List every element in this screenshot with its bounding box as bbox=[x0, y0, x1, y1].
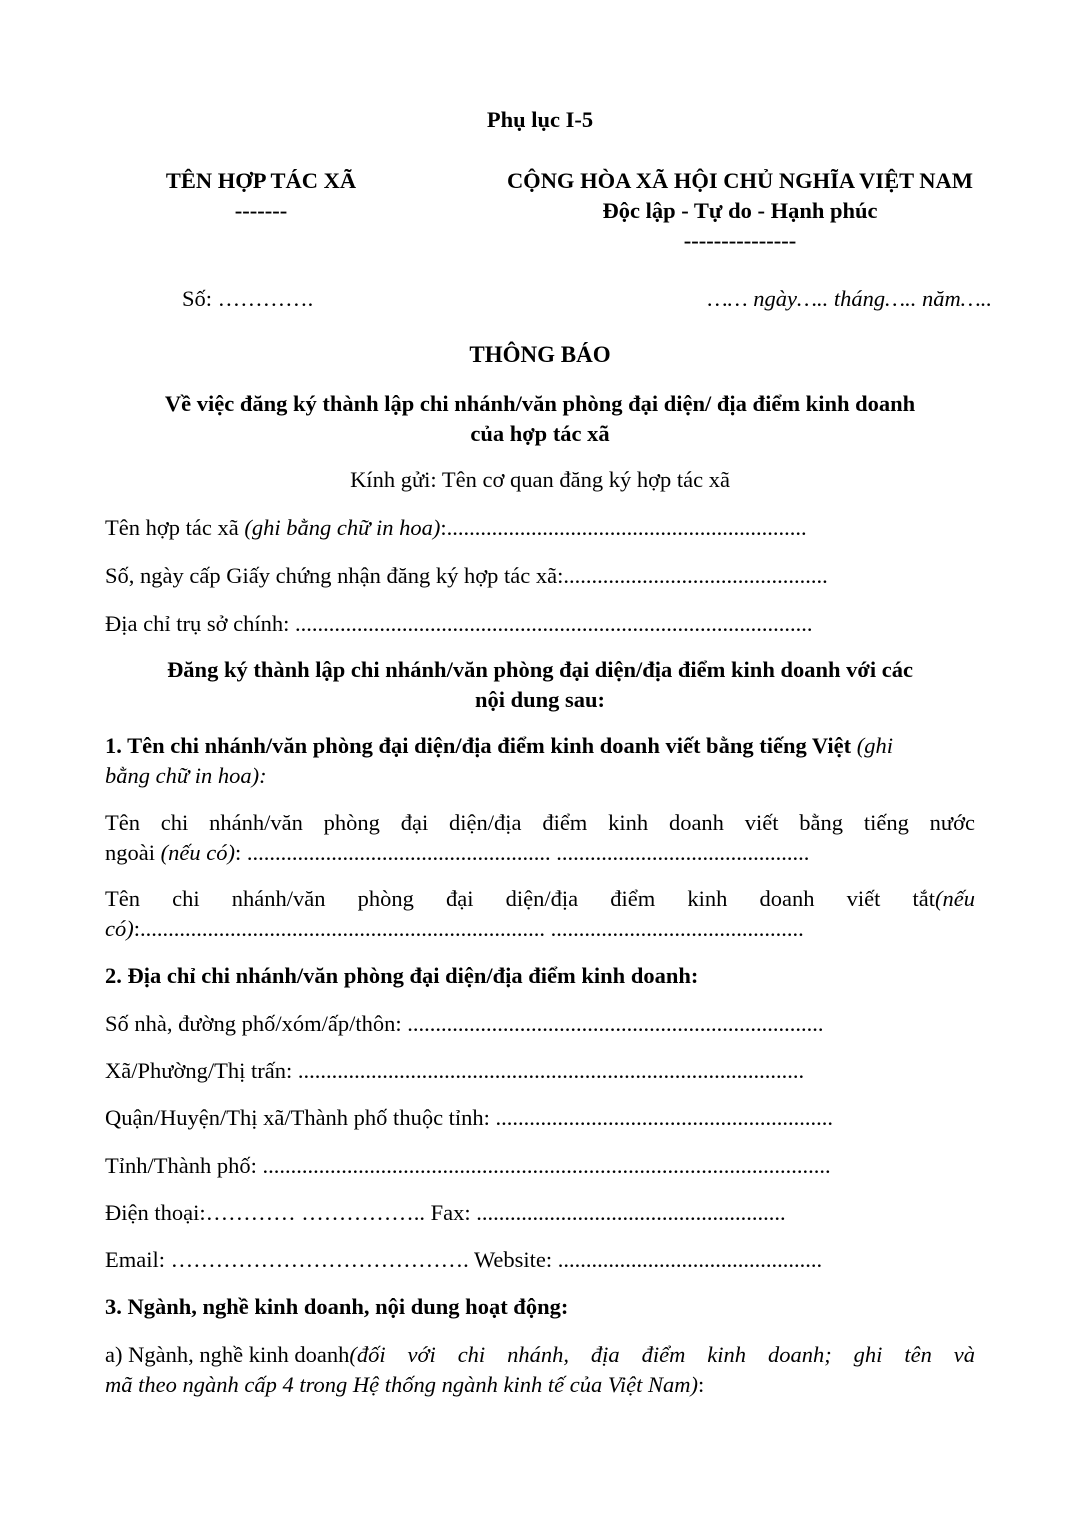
appendix-label: Phụ lục I-5 bbox=[486, 107, 594, 132]
section3a-note2: mã theo ngành cấp 4 trong Hệ thống ngành kinh tế của Việt Nam) bbox=[105, 1372, 699, 1397]
phone-fax-line: Điện thoại:………… …………….. Fax: ....................................................... bbox=[105, 1200, 786, 1225]
foreign-name-dots: : ...................................................... ............................................. bbox=[234, 840, 810, 865]
section3a-colon: : bbox=[698, 1372, 705, 1397]
ward-line: Xã/Phường/Thị trấn: .......................................................................................... bbox=[105, 1058, 805, 1083]
foreign-name-note: (nếu có) bbox=[160, 840, 235, 865]
recipient-line: Kính gửi: Tên cơ quan đăng ký hợp tác xã bbox=[350, 467, 730, 492]
abbr-name-dots: :........................................................................ ............................................. bbox=[133, 916, 804, 941]
abbr-name-line1 bbox=[105, 886, 975, 912]
section1-heading-note-a: (ghi bbox=[856, 733, 893, 758]
coop-name-note: (ghi bằng chữ in hoa) bbox=[244, 515, 441, 540]
street-line: Số nhà, đường phố/xóm/ấp/thôn: .......................................................................... bbox=[105, 1011, 824, 1036]
section1-heading-note-b: bằng chữ in hoa): bbox=[105, 763, 267, 788]
org-rule: ------- bbox=[234, 198, 288, 223]
nation-title: CỘNG HÒA XÃ HỘI CHỦ NGHĨA VIỆT NAM bbox=[506, 168, 974, 193]
section3a-line2 bbox=[105, 1372, 704, 1398]
section3a-line1 bbox=[105, 1342, 975, 1368]
foreign-name-line1: Tên chi nhánh/văn phòng đại diện/địa điểm kinh doanh viết bằng tiếng nước bbox=[105, 810, 975, 835]
abbr-name-line2 bbox=[105, 916, 804, 942]
abbr-name-note-a: (nếu bbox=[935, 886, 975, 911]
section1-heading: 1. Tên chi nhánh/văn phòng đại diện/địa điểm kinh doanh viết bằng tiếng Việt bbox=[105, 733, 857, 758]
coop-address-line: Địa chỉ trụ sở chính: ............................................................................................ bbox=[105, 611, 813, 636]
coop-name-dots: :................................................................ bbox=[440, 515, 807, 540]
document-number: Số: …………. bbox=[182, 286, 314, 311]
register-heading-line2: nội dung sau: bbox=[474, 687, 606, 712]
foreign-name-line2 bbox=[105, 840, 809, 866]
email-website-line: Email: …………………………………. Website: ............................................... bbox=[105, 1247, 823, 1272]
document-date: …… ngày….. tháng….. năm….. bbox=[707, 286, 992, 311]
abbr-name-label: Tên chi nhánh/văn phòng đại diện/địa điểm kinh doanh viết tắt bbox=[105, 886, 936, 911]
coop-certificate-line: Số, ngày cấp Giấy chứng nhận đăng ký hợp tác xã:............................................... bbox=[105, 563, 828, 588]
motto: Độc lập - Tự do - Hạnh phúc bbox=[602, 198, 878, 223]
section1-heading-line1 bbox=[105, 733, 893, 759]
section3-heading: 3. Ngành, nghề kinh doanh, nội dung hoạt động: bbox=[105, 1294, 569, 1319]
coop-name-line bbox=[105, 515, 807, 541]
abbr-name-note-b: có) bbox=[105, 916, 134, 941]
section2-heading: 2. Địa chỉ chi nhánh/văn phòng đại diện/địa điểm kinh doanh: bbox=[105, 963, 699, 988]
register-heading-line1: Đăng ký thành lập chi nhánh/văn phòng đại diện/địa điểm kinh doanh với các bbox=[167, 657, 913, 682]
document-subtitle-line1: Về việc đăng ký thành lập chi nhánh/văn phòng đại diện/ địa điểm kinh doanh bbox=[164, 391, 916, 416]
section3a-label: a) Ngành, nghề kinh doanh bbox=[105, 1342, 350, 1367]
province-line: Tỉnh/Thành phố: ..................................................................................................... bbox=[105, 1153, 831, 1178]
org-name: TÊN HỢP TÁC XÃ bbox=[165, 168, 357, 193]
foreign-name-label: ngoài bbox=[105, 840, 161, 865]
motto-rule: --------------- bbox=[683, 228, 797, 253]
document-subtitle-line2: của hợp tác xã bbox=[470, 421, 610, 446]
district-line: Quận/Huyện/Thị xã/Thành phố thuộc tỉnh: ............................................................ bbox=[105, 1105, 834, 1130]
document-title: THÔNG BÁO bbox=[469, 342, 611, 367]
section3a-note1: (đối với chi nhánh, địa điểm kinh doanh; ghi tên và bbox=[349, 1342, 975, 1367]
coop-name-label: Tên hợp tác xã bbox=[105, 515, 245, 540]
